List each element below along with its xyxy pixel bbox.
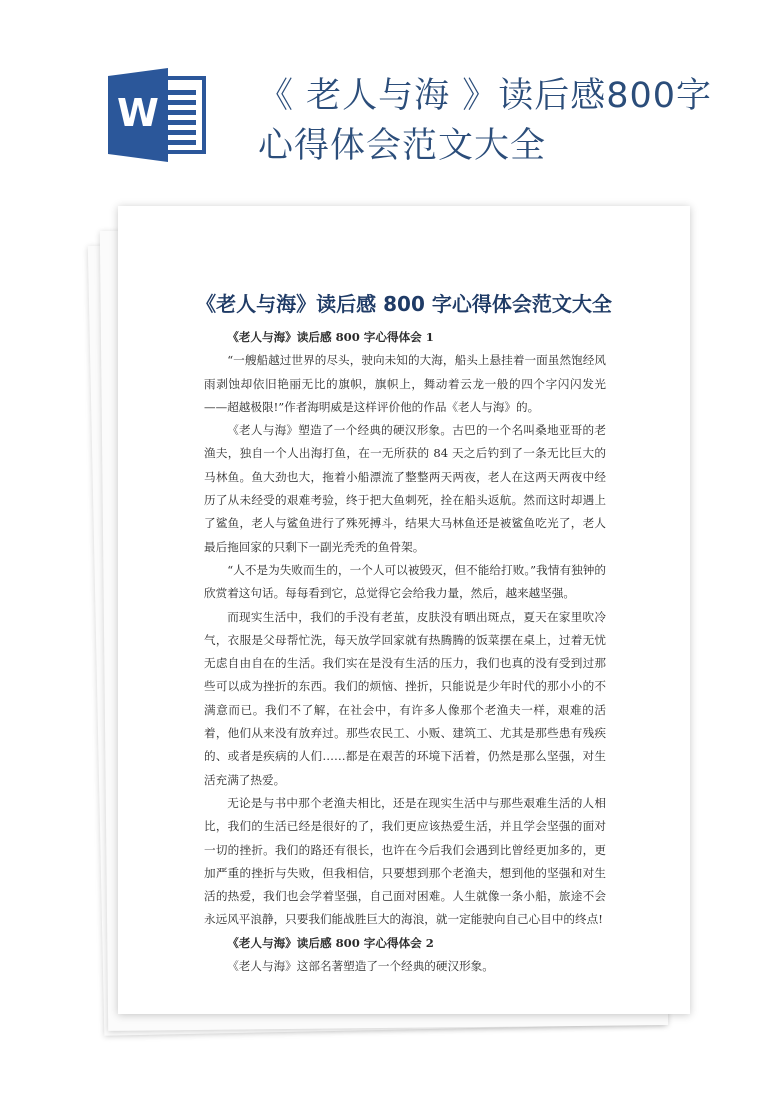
page-header xyxy=(0,0,780,200)
paragraph: 《老人与海》这部名著塑造了一个经典的硬汉形象。 xyxy=(227,959,494,974)
paragraph: 《老人与海》塑造了一个经典的硬汉形象。古巴的一个名叫桑地亚哥的老渔夫，独自一个人出海打鱼，在一无所获的 84 天之后钓到了一条无比巨大的马林鱼。鱼大劲也大，拖着小船漂流了整整两天两夜，老人在这两天两夜中经历了从未经受的艰难考验，终于把大鱼刺死，拴在船头返航。然而这时却遇上了鲨鱼，老人与鲨鱼进行了殊死搏斗，结果大马林鱼还是被鲨鱼吃光了，老人最后拖回家的只剩下一副光秃秃的鱼骨架。 xyxy=(204,423,606,554)
document-title-line-1: 《 老人与海 》读后感800字 xyxy=(258,76,713,116)
section-heading: 《老人与海》读后感 800 字心得体会 2 xyxy=(227,935,434,950)
document-title-line-2: 心得体会范文大全 xyxy=(258,126,547,166)
paragraph: 而现实生活中，我们的手没有老茧，皮肤没有晒出斑点，夏天在家里吹冷气，衣服是父母帮忙洗，每天放学回家就有热腾腾的饭菜摆在桌上，过着无忧无虑自由自在的生活。我们实在是没有生活的压力，我们也真的没有受到过那些可以成为挫折的东西。我们的烦恼、挫折，只能说是少年时代的那小小的不满意而已。我们不了解，在社会中，有许多人像那个老渔夫一样，艰难的活着，他们从来没有放弃过。那些农民工、小贩、建筑工、尤其是那些患有残疾的、或者是疾病的人们……都是在艰苦的环境下活着，仍然是那么坚强，对生活充满了热爱。 xyxy=(204,609,606,787)
paragraph: 无论是与书中那个老渔夫相比，还是在现实生活中与那些艰难生活的人相比，我们的生活已经是很好的了，我们更应该热爱生活，并且学会坚强的面对一切的挫折。我们的路还有很长，也许在今后我们会遇到比曾经更加多的，更加严重的挫折与失败，但我相信，只要想到那个老渔夫，想到他的坚强和对生活的热爱，我们也会学着坚强，自己面对困难。人生就像一条小船，旅途不会永远风平浪静，只要我们能战胜巨大的海浪，就一定能驶向自己心目中的终点! xyxy=(204,795,606,927)
svg-text:W: W xyxy=(117,91,159,135)
section-heading: 《老人与海》读后感 800 字心得体会 1 xyxy=(227,330,434,344)
paragraph: “一艘船越过世界的尽头，驶向未知的大海，船头上悬挂着一面虽然饱经风雨剥蚀却依旧艳丽无比的旗帜，旗帜上，舞动着云龙一般的四个字闪闪发光——超越极限!”作者海明威是这样评价他的作品《老人与海》的。 xyxy=(204,353,606,414)
page-title: 《老人与海》读后感 800 字心得体会范文大全 xyxy=(196,292,612,316)
word-document-icon xyxy=(108,68,208,162)
document-page xyxy=(118,206,690,1014)
paragraph: “人不是为失败而生的，一个人可以被毁灭，但不能给打败。”我情有独钟的欣赏着这句话。每每看到它，总觉得它会给我力量，然后，越来越坚强。 xyxy=(204,562,606,601)
document-body xyxy=(204,326,606,978)
